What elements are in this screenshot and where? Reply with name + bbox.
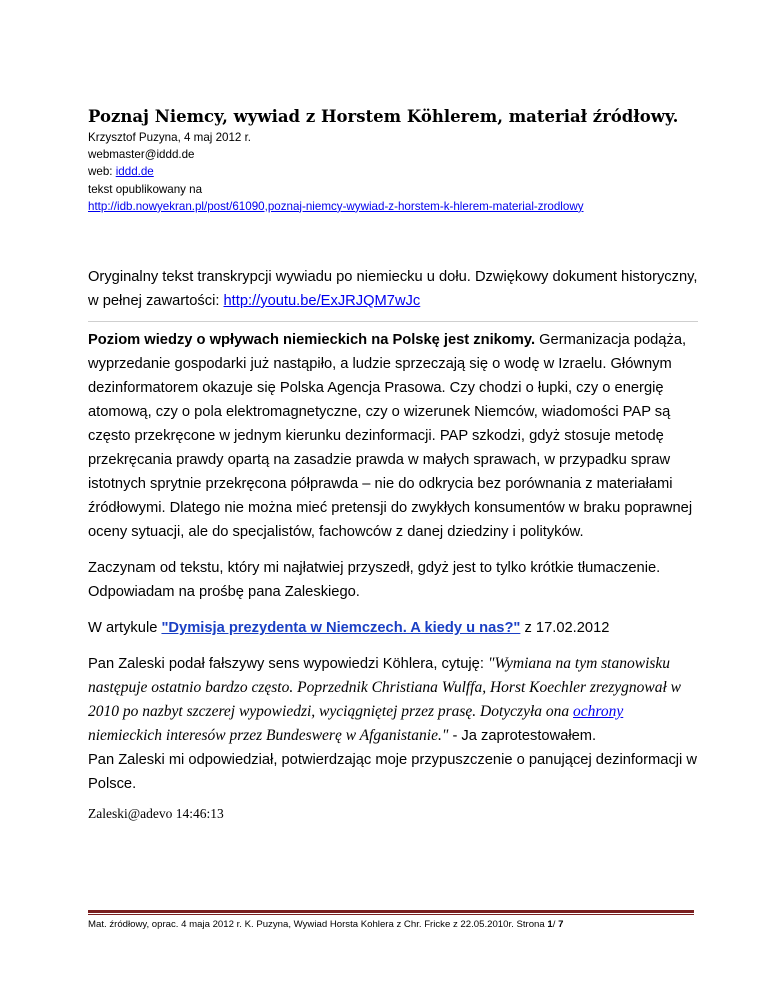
footer-page-number: 1 xyxy=(547,919,553,930)
paragraph-4-line2: Pan Zaleski mi odpowiedział, potwierdzając moje przypuszczenie o panującej dezinformacji w Polsce. xyxy=(88,752,698,792)
author-date: Krzysztof Puzyna, 4 maj 2012 r. xyxy=(88,131,252,144)
web-line xyxy=(88,163,698,180)
footer-rule-thin xyxy=(88,914,694,915)
intro-paragraph xyxy=(88,265,698,313)
email-text: webmaster@iddd.de xyxy=(88,148,195,162)
paragraph-1-text: Germanizacja podąża, wyprzedanie gospodarki już nastąpiło, a ludzie sprzeczają się o wodę w Izraelu. Głównym dezinformatorem okazuje się Polska Agencja Prasowa. Czy chodzi o łupki, czy o energię atomową, czy o pola elektromagnetyczne, czy o wizerunek Niemców, wiadomości PAP są często przekręcone w jednym kierunku dezinformacji. PAP szkodzi, gdyż stosuje metodę przekręcania prawdy opartą na zasadzie prawda w małych sprawach, w przypadku spraw istotnych sprytnie przekręcona półprawda – nie do odkrycia bez porównania z materiałami źródłowymi. Dlatego nie można mieć pretensji do zwykłych konsumentów w braku poprawnej oceny sytuacji, ale do specjalistów, fachowców z danej dziedziny i polityków. xyxy=(88,332,693,540)
paragraph-3-before: W artykule xyxy=(88,620,162,636)
metadata-block xyxy=(88,129,698,215)
document-title: Poznaj Niemcy, wywiad z Horstem Köhlerem, materiał źródłowy. xyxy=(88,107,679,126)
intro-text: Oryginalny tekst transkrypcji wywiadu po niemiecku u dołu. Dzwiękowy dokument historyczny, w pełnej zawartości: xyxy=(88,269,698,309)
paragraph-3 xyxy=(88,616,698,640)
paragraph-4-before: Pan Zaleski podał fałszywy sens wypowiedzi Köhlera, cytuję: xyxy=(88,656,489,672)
paragraph-1 xyxy=(88,328,698,544)
footer-text: Mat. źródłowy, oprac. 4 maja 2012 r. K. Puzyna, Wywiad Horsta Kohlera z Chr. Fricke z 22.05.2010r. Strona xyxy=(88,919,548,930)
quote-part-1: "Wymiana na tym stanowisku następuje ostatnio bardzo często. Poprzednik Christiana Wulffa, Horst Koechler zrezygnował w 2010 po nazbyt szczerej wypowiedzi, wyciągniętej przez prasę. Dotyczyła ona xyxy=(88,655,682,720)
paragraph-4 xyxy=(88,652,698,796)
document-body xyxy=(88,265,698,824)
web-link[interactable]: iddd.de xyxy=(115,165,154,179)
signature-line: Zaleski@adevo 14:46:13 xyxy=(88,806,224,821)
paragraph-1-lead: Poziom wiedzy o wpływach niemieckich na Polskę jest znikomy. xyxy=(88,332,536,348)
paragraph-3-after: z 17.02.2012 xyxy=(520,620,610,636)
footer-rule-thick xyxy=(88,910,694,913)
footer-separator: / xyxy=(552,919,559,930)
separator-line xyxy=(88,321,698,322)
page-footer xyxy=(88,918,698,932)
quote-part-2: niemieckich interesów przez Bundeswerę w Afganistanie." xyxy=(88,727,449,744)
paragraph-4-after: - Ja zaprotestowałem. xyxy=(448,728,597,744)
published-label: tekst opublikowany na xyxy=(88,182,203,196)
article-link[interactable]: "Dymisja prezydenta w Niemczech. A kiedy u nas?" xyxy=(161,620,521,636)
footer-total-pages: 7 xyxy=(558,919,564,930)
published-url-link[interactable]: http://idb.nowyekran.pl/post/61090,poznaj-niemcy-wywiad-z-horstem-k-hlerem-material-zrodlowy xyxy=(88,199,584,213)
ochrony-link[interactable]: ochrony xyxy=(573,703,624,720)
paragraph-2: Zaczynam od tekstu, który mi najłatwiej przyszedł, gdyż jest to tylko krótkie tłumaczenie. Odpowiadam na prośbę pana Zaleskiego. xyxy=(88,560,661,600)
youtube-link[interactable]: http://youtu.be/ExJRJQM7wJc xyxy=(223,293,421,309)
web-label: web: xyxy=(88,165,116,179)
